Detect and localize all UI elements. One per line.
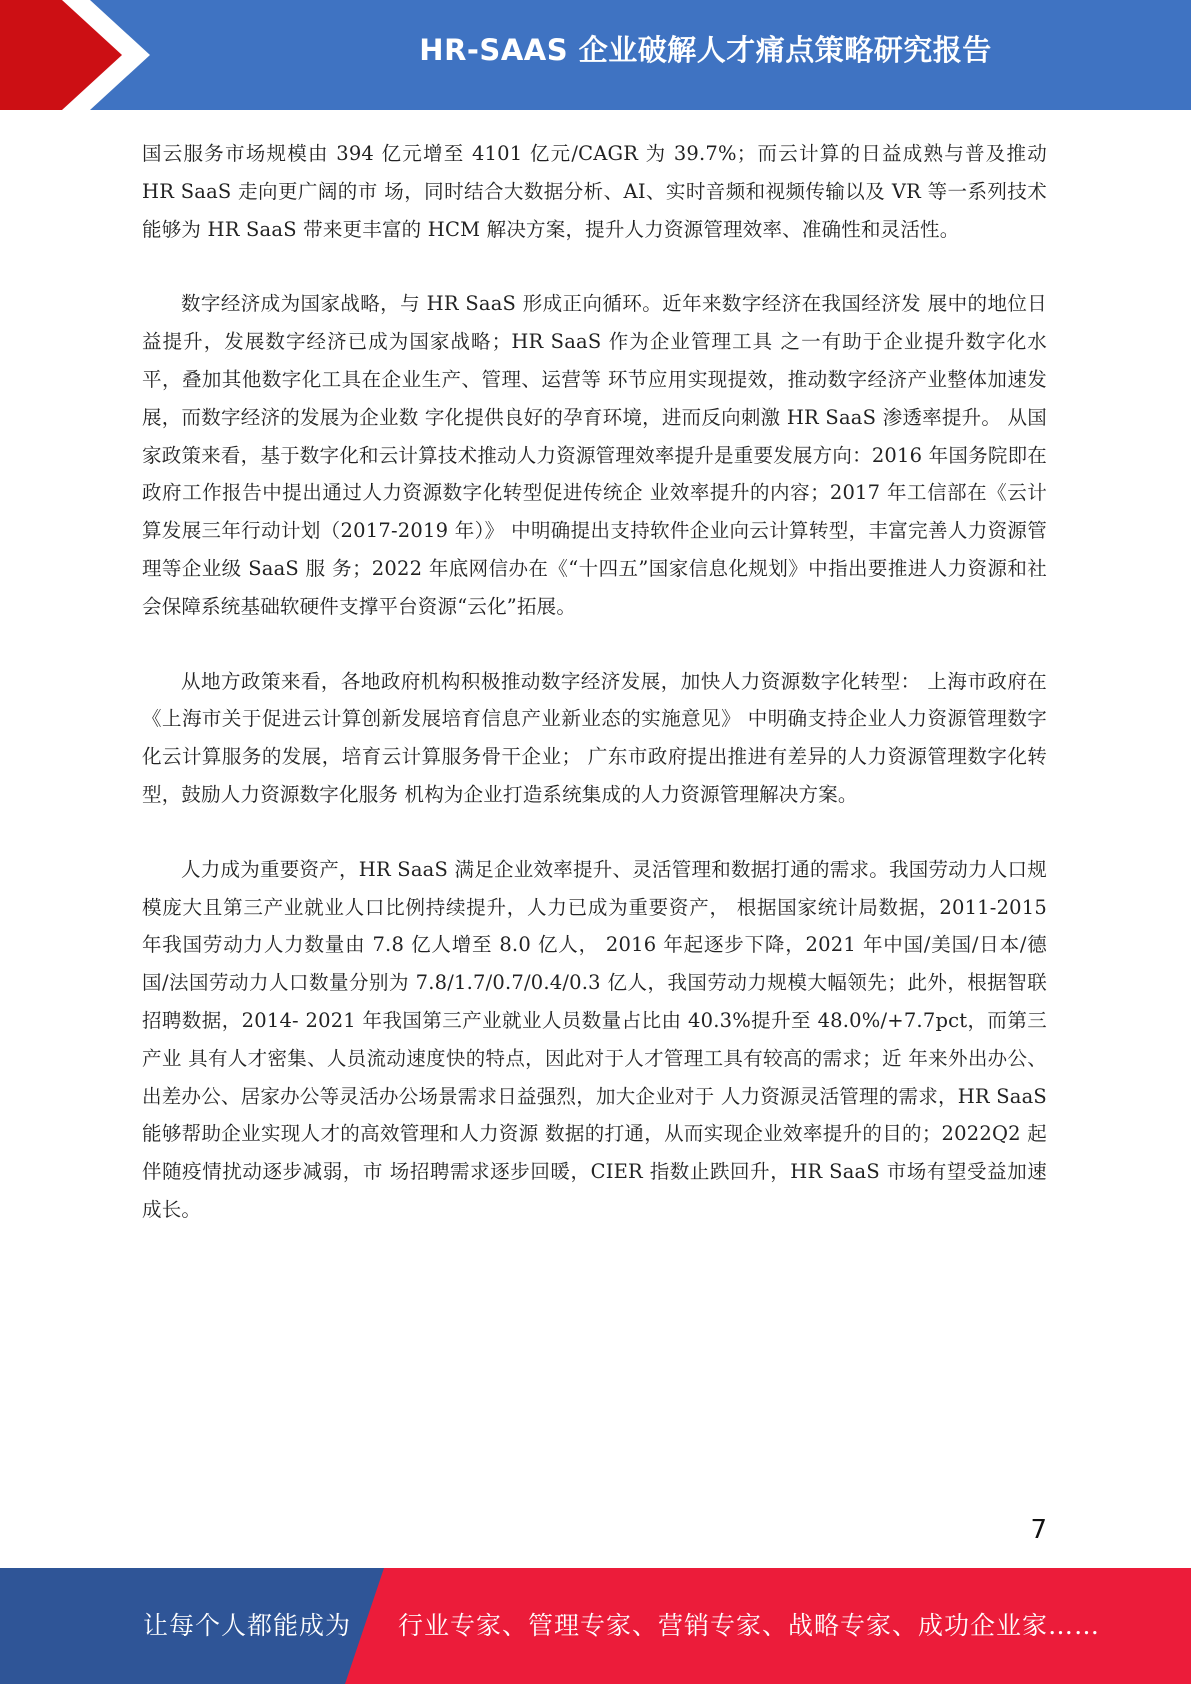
main-content bbox=[142, 135, 1047, 1266]
report-title: HR-SAAS 企业破解人才痛点策略研究报告 bbox=[419, 33, 992, 67]
header-arrow-decoration bbox=[0, 0, 160, 110]
paragraph-digital-economy: 数字经济成为国家战略，与 HR SaaS 形成正向循环。近年来数字经济在我国经济发 展中的地位日益提升，发展数字经济已成为国家战略；HR SaaS 作为企业管理工具 之一有助于企业提升数字化水平，叠加其他数字化工具在企业生产、管理、运营等 环节应用实现提效，推动数字经济产业整体加速发展，而数字经济的发展为企业数 字化提供良好的孕育环境，进而反向刺激 HR SaaS 渗透率提升。 从国家政策来看，基于数字化和云计算技术推动人力资源管理效率提升是重要发展方向：2016 年国务院即在政府工作报告中提出通过人力资源数字化转型促进传统企 业效率提升的内容；2017 年工信部在《云计算发展三年行动计划（2017-2019 年）》 中明确提出支持软件企业向云计算转型，丰富完善人力资源管理等企业级 SaaS 服 务；2022 年底网信办在《“十四五”国家信息化规划》中指出要推进人力资源和社 会保障系统基础软硬件支撑平台资源“云化”拓展。 bbox=[142, 292, 1047, 618]
page-header bbox=[0, 0, 1191, 110]
page-footer bbox=[0, 1568, 1191, 1684]
paragraph-cloud-market: 国云服务市场规模由 394 亿元增至 4101 亿元/CAGR 为 39.7%；而云计算的日益成熟与普及推动 HR SaaS 走向更广阔的市 场，同时结合大数据分析、AI、实时音频和视频传输以及 VR 等一系列技术能够为 HR SaaS 带来更丰富的 HCM 解决方案，提升人力资源管理效率、准确性和灵活性。 bbox=[142, 142, 1047, 241]
paragraph-human-resources: 人力成为重要资产，HR SaaS 满足企业效率提升、灵活管理和数据打通的需求。我国劳动力人口规模庞大且第三产业就业人口比例持续提升，人力已成为重要资产， 根据国家统计局数据，2011-2015 年我国劳动力人力数量由 7.8 亿人增至 8.0 亿人， 2016 年起逐步下降，2021 年中国/美国/日本/德国/法国劳动力人口数量分别为 7.8/1.7/0.7/0.4/0.3 亿人，我国劳动力规模大幅领先；此外，根据智联招聘数据，2014- 2021 年我国第三产业就业人员数量占比由 40.3%提升至 48.0%/+7.7pct，而第三产业 具有人才密集、人员流动速度快的特点，因此对于人才管理工具有较高的需求；近 年来外出办公、出差办公、居家办公等灵活办公场景需求日益强烈，加大企业对于 人力资源灵活管理的需求，HR SaaS 能够帮助企业实现人才的高效管理和人力资源 数据的打通，从而实现企业效率提升的目的；2022Q2 起伴随疫情扰动逐步减弱，市 场招聘需求逐步回暖，CIER 指数止跌回升，HR SaaS 市场有望受益加速成长。 bbox=[142, 857, 1047, 1221]
footer-slogan-right: 行业专家、管理专家、营销专家、战略专家、成功企业家…… bbox=[398, 1611, 1101, 1640]
footer-slogan-left: 让每个人都能成为 bbox=[143, 1611, 352, 1640]
page-number: 7 bbox=[1030, 1515, 1047, 1545]
paragraph-local-policy: 从地方政策来看，各地政府机构积极推动数字经济发展，加快人力资源数字化转型： 上海市政府在《上海市关于促进云计算创新发展培育信息产业新业态的实施意见》 中明确支持企业人力资源管理数字化云计算服务的发展，培育云计算服务骨干企业； 广东市政府提出推进有差异的人力资源管理数字化转型，鼓励人力资源数字化服务 机构为企业打造系统集成的人力资源管理解决方案。 bbox=[142, 669, 1047, 806]
